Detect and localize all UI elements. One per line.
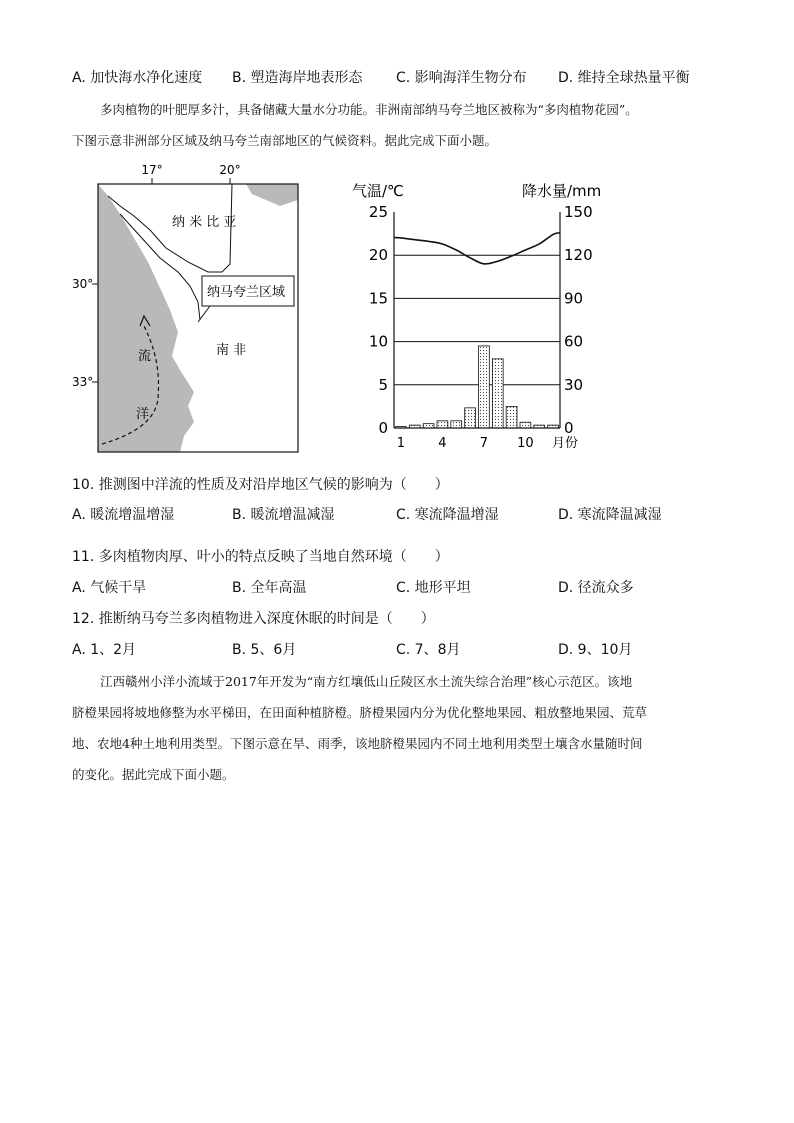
q9-option-b[interactable]: B. 塑造海岸地表形态 — [232, 70, 363, 86]
precip-tick-label: 150 — [564, 203, 593, 221]
lon-20-label: 20° — [219, 163, 241, 177]
lat-30-label: 30° — [72, 277, 94, 291]
q10-option-d[interactable]: D. 寒流降温减湿 — [558, 507, 662, 523]
intro1-line2: 下图示意非洲部分区域及纳马夸兰南部地区的气候资料。据此完成下面小题。 — [72, 133, 498, 148]
precip-tick-label: 0 — [564, 419, 574, 437]
q11-option-b[interactable]: B. 全年高温 — [232, 580, 307, 596]
precip-bar — [423, 424, 434, 428]
temperature-line — [394, 233, 560, 264]
temp-tick-label: 10 — [368, 332, 388, 351]
q9-options — [72, 67, 752, 87]
q9-option-c[interactable]: C. 影响海洋生物分布 — [396, 70, 527, 86]
south-africa-label: 南 非 — [216, 343, 247, 358]
precip-tick-label: 120 — [564, 246, 593, 265]
precip-bar — [506, 406, 517, 428]
precip-bar — [465, 408, 476, 428]
precip-tick-label: 30 — [564, 375, 584, 394]
month-tick-label: 4 — [438, 436, 447, 451]
q11-option-c[interactable]: C. 地形平坦 — [396, 580, 471, 596]
temp-tick-label: 25 — [368, 203, 388, 221]
intro2-line4: 的变化。据此完成下面小题。 — [72, 767, 235, 782]
q10-option-c[interactable]: C. 寒流降温增湿 — [396, 507, 499, 523]
precip-bars — [396, 346, 559, 428]
q11-stem: 11. 多肉植物肉厚、叶小的特点反映了当地自然环境（ ） — [72, 549, 449, 565]
chart-gridlines — [394, 255, 560, 385]
temp-tick-label: 20 — [368, 246, 388, 265]
q10-option-a[interactable]: A. 暖流增温增湿 — [72, 507, 175, 523]
precip-bar — [479, 346, 490, 428]
precip-axis-label: 降水量/mm — [522, 182, 602, 200]
month-tick-label: 7 — [479, 436, 489, 451]
ocean-patch-top — [246, 184, 298, 206]
q11-option-a[interactable]: A. 气候干旱 — [72, 580, 147, 596]
q10-option-b[interactable]: B. 暖流增温减湿 — [232, 507, 335, 523]
q12-stem: 12. 推断纳马夸兰多肉植物进入深度休眠的时间是（ ） — [72, 611, 435, 627]
month-tick-label: 10 — [517, 436, 534, 451]
q12-option-c[interactable]: C. 7、8月 — [396, 642, 461, 658]
x-axis-label: 月份 — [552, 436, 579, 451]
lon-17-label: 17° — [141, 163, 163, 177]
q12-option-d[interactable]: D. 9、10月 — [558, 642, 633, 658]
precip-tick-label: 90 — [564, 289, 584, 308]
intro2-line3: 地、农地4种土地利用类型。下图示意在旱、雨季，该地脐橙果园内不同土地利用类型土壤含水量随时间 — [72, 736, 643, 751]
q12-option-b[interactable]: B. 5、6月 — [232, 642, 297, 658]
q9-option-d[interactable]: D. 维持全球热量平衡 — [558, 70, 690, 86]
precip-bar — [520, 422, 531, 428]
intro2-line1: 江西赣州小洋小流域于2017年开发为“南方红壤低山丘陵区水土流失综合治理”核心示范区。该地 — [100, 674, 633, 689]
precip-bar — [492, 359, 503, 428]
namibia-label: 纳 米 比 亚 — [172, 215, 237, 230]
current-char-2: 洋 — [136, 407, 150, 422]
q9-option-a[interactable]: A. 加快海水净化速度 — [72, 70, 203, 86]
temp-axis-label: 气温/℃ — [352, 182, 404, 200]
lat-33-label: 33° — [72, 375, 94, 389]
region-callout-label: 纳马夸兰区域 — [207, 285, 286, 300]
intro-paragraph-1 — [72, 94, 732, 156]
q11-options — [72, 577, 752, 597]
intro-paragraph-2 — [72, 666, 732, 790]
precip-bar — [451, 421, 462, 428]
precip-bar — [437, 421, 448, 428]
q12-option-a[interactable]: A. 1、2月 — [72, 642, 137, 658]
temp-tick-label: 5 — [378, 375, 388, 394]
q11-option-d[interactable]: D. 径流众多 — [558, 580, 634, 596]
precip-tick-label: 60 — [564, 332, 584, 351]
q12-options — [72, 639, 752, 659]
climate-chart — [350, 172, 620, 454]
temp-tick-label: 0 — [378, 419, 388, 437]
intro2-line2: 脐橙果园将坡地修整为水平梯田，在田面种植脐橙。脐橙果园内分为优化整地果园、粗放整地果园、荒草 — [72, 705, 648, 720]
namaqualand-map — [70, 160, 310, 456]
q10-stem: 10. 推测图中洋流的性质及对沿岸地区气候的影响为（ ） — [72, 477, 449, 493]
month-tick-label: 1 — [396, 436, 406, 451]
q10-options — [72, 504, 752, 524]
temp-tick-label: 15 — [368, 289, 388, 308]
current-char-1: 流 — [138, 349, 152, 364]
intro1-line1: 多肉植物的叶肥厚多汁，具备储藏大量水分功能。非洲南部纳马夸兰地区被称为“多肉植物花园”。 — [100, 102, 638, 117]
